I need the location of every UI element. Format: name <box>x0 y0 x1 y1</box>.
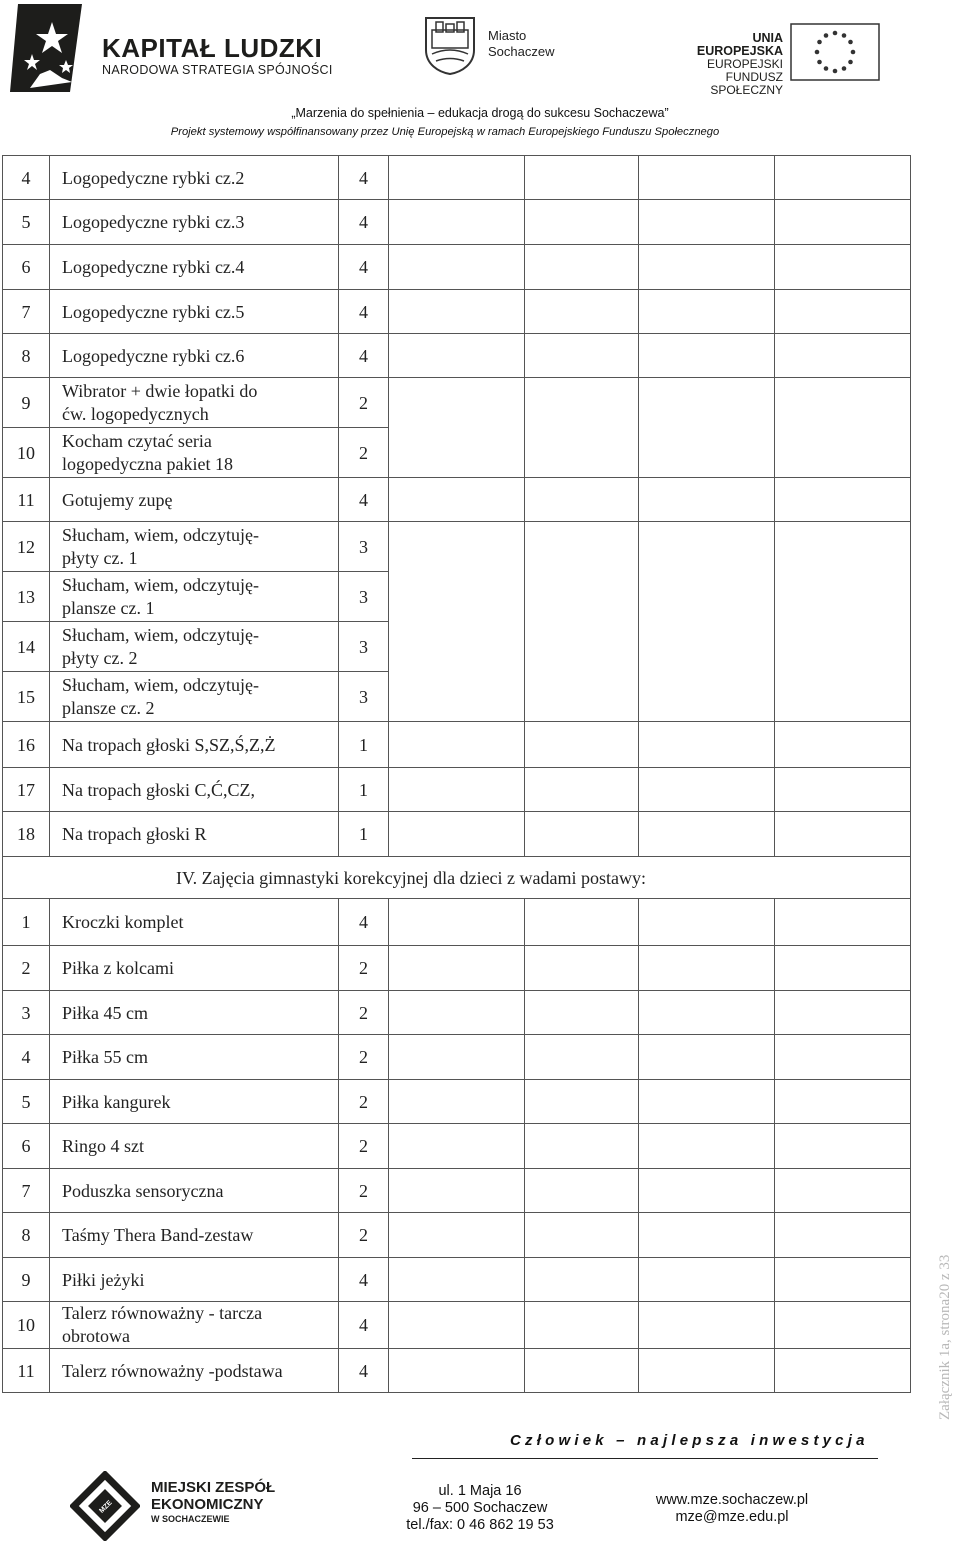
item-name: Piłki jeżyki <box>50 1258 339 1302</box>
project-motto: „Marzenia do spełnienia – edukacja drogą do sukcesu Sochaczewa” <box>291 106 669 120</box>
section-title: IV. Zajęcia gimnastyki korekcyjnej dla dzieci z wadami postawy: <box>3 857 911 899</box>
item-quantity: 2 <box>339 428 389 478</box>
empty-cell <box>639 812 775 857</box>
item-quantity: 2 <box>339 1169 389 1213</box>
empty-cell <box>389 1080 525 1124</box>
empty-cell <box>639 1302 775 1349</box>
empty-cell <box>639 1213 775 1258</box>
empty-cell <box>389 1169 525 1213</box>
row-number: 3 <box>3 991 50 1035</box>
empty-cell <box>639 1080 775 1124</box>
empty-cell <box>639 245 775 290</box>
empty-cell <box>389 1302 525 1349</box>
item-name-line-1: Wibrator + dwie łopatki do <box>62 380 258 401</box>
table-row <box>3 1035 911 1080</box>
item-name: Logopedyczne rybki cz.4 <box>50 245 339 290</box>
mze-school-name <box>151 1479 275 1525</box>
empty-cell <box>775 1035 911 1080</box>
eu-label <box>665 32 783 97</box>
empty-cell <box>775 1302 911 1349</box>
item-name-line-2: płyty cz. 1 <box>62 547 138 568</box>
empty-cell <box>775 722 911 768</box>
table-row <box>3 1213 911 1258</box>
empty-cell <box>775 522 911 722</box>
project-description: Projekt systemowy współfinansowany przez Unię Europejską w ramach Europejskiego Funduszu Społecznego <box>170 126 720 138</box>
empty-cell <box>639 522 775 722</box>
item-name-line-2: logopedyczna pakiet 18 <box>62 453 233 474</box>
empty-cell <box>775 946 911 991</box>
item-name: Na tropach głoski S,SZ,Ś,Z,Ż <box>50 722 339 768</box>
item-quantity: 2 <box>339 991 389 1035</box>
row-number: 16 <box>3 722 50 768</box>
row-number: 11 <box>3 478 50 522</box>
item-quantity: 3 <box>339 522 389 572</box>
empty-cell <box>775 378 911 478</box>
table-row <box>3 478 911 522</box>
item-quantity: 4 <box>339 245 389 290</box>
empty-cell <box>389 1124 525 1169</box>
item-name-line-2: plansze cz. 1 <box>62 597 155 618</box>
section-header-row <box>3 857 911 899</box>
footer-divider <box>412 1458 878 1459</box>
item-name: Logopedyczne rybki cz.2 <box>50 156 339 200</box>
empty-cell <box>525 478 639 522</box>
address-city: 96 – 500 Sochaczew <box>412 1500 548 1516</box>
row-number: 8 <box>3 334 50 378</box>
table-row <box>3 899 911 946</box>
item-name-line-2: plansze cz. 2 <box>62 697 155 718</box>
item-quantity: 3 <box>339 622 389 672</box>
mze-line-3: W SOCHACZEWIE <box>151 1514 230 1524</box>
row-number: 6 <box>3 1124 50 1169</box>
item-name: Ringo 4 szt <box>50 1124 339 1169</box>
city-line-2: Sochaczew <box>488 44 555 59</box>
kapital-ludzki-subtitle: NARODOWA STRATEGIA SPÓJNOŚCI <box>102 63 333 77</box>
empty-cell <box>775 1349 911 1393</box>
item-name: Na tropach głoski C,Ć,CZ, <box>50 768 339 812</box>
table-row <box>3 1258 911 1302</box>
empty-cell <box>525 334 639 378</box>
empty-cell <box>525 1302 639 1349</box>
row-number: 4 <box>3 1035 50 1080</box>
row-number: 13 <box>3 572 50 622</box>
mze-line-1: MIEJSKI ZESPÓŁ <box>151 1479 276 1496</box>
empty-cell <box>525 946 639 991</box>
empty-cell <box>525 1349 639 1393</box>
empty-cell <box>525 722 639 768</box>
item-quantity: 4 <box>339 478 389 522</box>
empty-cell <box>389 478 525 522</box>
item-quantity: 4 <box>339 290 389 334</box>
item-name: Piłka z kolcami <box>50 946 339 991</box>
eu-line-3: FUNDUSZ SPOŁECZNY <box>710 70 783 97</box>
footer-slogan: Człowiek – najlepsza inwestycja <box>510 1432 869 1449</box>
empty-cell <box>389 1349 525 1393</box>
item-quantity: 3 <box>339 672 389 722</box>
item-quantity: 2 <box>339 1080 389 1124</box>
empty-cell <box>525 991 639 1035</box>
empty-cell <box>639 1124 775 1169</box>
empty-cell <box>389 1213 525 1258</box>
empty-cell <box>639 1035 775 1080</box>
item-name: Taśmy Thera Band-zestaw <box>50 1213 339 1258</box>
row-number: 17 <box>3 768 50 812</box>
kapital-ludzki-logo <box>10 4 90 94</box>
table-row <box>3 156 911 200</box>
empty-cell <box>639 478 775 522</box>
empty-cell <box>639 946 775 991</box>
item-name: Poduszka sensoryczna <box>50 1169 339 1213</box>
table-row <box>3 290 911 334</box>
empty-cell <box>775 1169 911 1213</box>
empty-cell <box>775 899 911 946</box>
table-row <box>3 768 911 812</box>
empty-cell <box>775 290 911 334</box>
row-number: 4 <box>3 156 50 200</box>
empty-cell <box>389 946 525 991</box>
item-name-line-1: Słucham, wiem, odczytuję- <box>62 524 259 545</box>
empty-cell <box>639 200 775 245</box>
attachment-page-label: Załącznik 1a, strona20 z 33 <box>937 1254 953 1420</box>
table-row <box>3 1349 911 1393</box>
item-name-line-1: Talerz równoważny - tarcza <box>62 1303 263 1323</box>
item-quantity: 2 <box>339 378 389 428</box>
footer-address <box>380 1483 580 1534</box>
item-name: Gotujemy zupę <box>50 478 339 522</box>
item-name: Na tropach głoski R <box>50 812 339 857</box>
eu-flag-icon <box>790 23 880 81</box>
mze-logo-icon <box>70 1471 140 1541</box>
table-row <box>3 1124 911 1169</box>
empty-cell <box>389 290 525 334</box>
table-row <box>3 1169 911 1213</box>
item-quantity: 2 <box>339 946 389 991</box>
empty-cell <box>775 1080 911 1124</box>
empty-cell <box>775 200 911 245</box>
row-number: 10 <box>3 428 50 478</box>
row-number: 2 <box>3 946 50 991</box>
empty-cell <box>525 290 639 334</box>
row-number: 18 <box>3 812 50 857</box>
empty-cell <box>389 245 525 290</box>
item-name: Logopedyczne rybki cz.5 <box>50 290 339 334</box>
row-number: 9 <box>3 1258 50 1302</box>
empty-cell <box>775 156 911 200</box>
eu-line-1: UNIA EUROPEJSKA <box>696 31 783 58</box>
item-name: Piłka kangurek <box>50 1080 339 1124</box>
empty-cell <box>775 812 911 857</box>
equipment-table <box>2 155 911 1393</box>
svg-text:MZE: MZE <box>98 1499 114 1515</box>
item-quantity: 2 <box>339 1213 389 1258</box>
city-line-1: Miasto <box>488 28 527 43</box>
empty-cell <box>639 768 775 812</box>
table-row <box>3 946 911 991</box>
table-row <box>3 334 911 378</box>
row-number: 9 <box>3 378 50 428</box>
item-name <box>50 672 339 722</box>
empty-cell <box>525 245 639 290</box>
item-quantity: 1 <box>339 722 389 768</box>
item-name-line-2: ćw. logopedycznych <box>62 403 209 424</box>
empty-cell <box>389 378 525 478</box>
empty-cell <box>639 378 775 478</box>
empty-cell <box>525 156 639 200</box>
page-header <box>0 0 960 150</box>
item-name-line-1: Kocham czytać seria <box>62 430 212 451</box>
item-quantity: 4 <box>339 156 389 200</box>
row-number: 6 <box>3 245 50 290</box>
empty-cell <box>639 1349 775 1393</box>
website-link[interactable]: www.mze.sochaczew.pl <box>655 1492 809 1508</box>
empty-cell <box>775 991 911 1035</box>
mze-line-2: EKONOMICZNY <box>151 1496 264 1513</box>
row-number: 8 <box>3 1213 50 1258</box>
table-row <box>3 200 911 245</box>
empty-cell <box>389 522 525 722</box>
item-quantity: 1 <box>339 768 389 812</box>
empty-cell <box>525 1169 639 1213</box>
empty-cell <box>525 768 639 812</box>
row-number: 5 <box>3 1080 50 1124</box>
table-row <box>3 991 911 1035</box>
empty-cell <box>525 522 639 722</box>
table-row <box>3 378 911 428</box>
empty-cell <box>389 334 525 378</box>
empty-cell <box>639 899 775 946</box>
empty-cell <box>389 991 525 1035</box>
empty-cell <box>775 245 911 290</box>
empty-cell <box>389 1035 525 1080</box>
item-name <box>50 522 339 572</box>
empty-cell <box>639 722 775 768</box>
empty-cell <box>639 156 775 200</box>
row-number: 1 <box>3 899 50 946</box>
item-quantity: 3 <box>339 572 389 622</box>
item-name: Talerz równoważny -podstawa <box>50 1349 339 1393</box>
item-name-line-2: płyty cz. 2 <box>62 647 138 668</box>
empty-cell <box>639 991 775 1035</box>
empty-cell <box>775 1124 911 1169</box>
empty-cell <box>525 378 639 478</box>
empty-cell <box>775 334 911 378</box>
item-name: Kroczki komplet <box>50 899 339 946</box>
row-number: 11 <box>3 1349 50 1393</box>
row-number: 5 <box>3 200 50 245</box>
item-quantity: 2 <box>339 1124 389 1169</box>
empty-cell <box>389 200 525 245</box>
row-number: 15 <box>3 672 50 722</box>
item-name <box>50 622 339 672</box>
empty-cell <box>639 334 775 378</box>
eu-line-2: EUROPEJSKI <box>706 57 783 71</box>
empty-cell <box>775 768 911 812</box>
item-name <box>50 428 339 478</box>
empty-cell <box>389 156 525 200</box>
item-quantity: 4 <box>339 200 389 245</box>
item-name-line-1: Słucham, wiem, odczytuję- <box>62 574 259 595</box>
empty-cell <box>389 1258 525 1302</box>
empty-cell <box>389 899 525 946</box>
footer-contact <box>632 1492 832 1526</box>
item-name: Logopedyczne rybki cz.3 <box>50 200 339 245</box>
row-number: 7 <box>3 1169 50 1213</box>
row-number: 12 <box>3 522 50 572</box>
empty-cell <box>639 1258 775 1302</box>
sochaczew-crest-icon <box>424 16 476 76</box>
row-number: 14 <box>3 622 50 672</box>
empty-cell <box>525 200 639 245</box>
empty-cell <box>525 899 639 946</box>
city-label <box>488 28 554 60</box>
empty-cell <box>525 1213 639 1258</box>
item-name: Piłka 55 cm <box>50 1035 339 1080</box>
item-name <box>50 572 339 622</box>
empty-cell <box>389 812 525 857</box>
item-quantity: 4 <box>339 334 389 378</box>
item-name-line-1: Słucham, wiem, odczytuję- <box>62 674 259 695</box>
empty-cell <box>775 478 911 522</box>
empty-cell <box>775 1258 911 1302</box>
table-row <box>3 722 911 768</box>
row-number: 10 <box>3 1302 50 1349</box>
kapital-ludzki-title: KAPITAŁ LUDZKI <box>102 33 323 63</box>
item-quantity: 4 <box>339 899 389 946</box>
address-street: ul. 1 Maja 16 <box>438 1483 522 1499</box>
row-number: 7 <box>3 290 50 334</box>
item-name-line-2: obrotowa <box>62 1326 130 1346</box>
empty-cell <box>639 1169 775 1213</box>
item-name-line-1: Słucham, wiem, odczytuję- <box>62 624 259 645</box>
item-name <box>50 378 339 428</box>
empty-cell <box>525 812 639 857</box>
table-row <box>3 245 911 290</box>
empty-cell <box>525 1035 639 1080</box>
empty-cell <box>525 1080 639 1124</box>
item-quantity: 1 <box>339 812 389 857</box>
empty-cell <box>525 1258 639 1302</box>
item-name <box>50 1302 339 1349</box>
table-row <box>3 522 911 572</box>
address-phone: tel./fax: 0 46 862 19 53 <box>406 1517 554 1533</box>
item-name: Piłka 45 cm <box>50 991 339 1035</box>
item-quantity: 4 <box>339 1349 389 1393</box>
empty-cell <box>389 768 525 812</box>
email-link[interactable]: mze@mze.edu.pl <box>675 1509 789 1525</box>
table-row <box>3 812 911 857</box>
item-quantity: 4 <box>339 1258 389 1302</box>
table-row <box>3 1302 911 1349</box>
item-quantity: 2 <box>339 1035 389 1080</box>
empty-cell <box>775 1213 911 1258</box>
empty-cell <box>389 722 525 768</box>
item-quantity: 4 <box>339 1302 389 1349</box>
empty-cell <box>639 290 775 334</box>
table-row <box>3 1080 911 1124</box>
empty-cell <box>525 1124 639 1169</box>
item-name: Logopedyczne rybki cz.6 <box>50 334 339 378</box>
